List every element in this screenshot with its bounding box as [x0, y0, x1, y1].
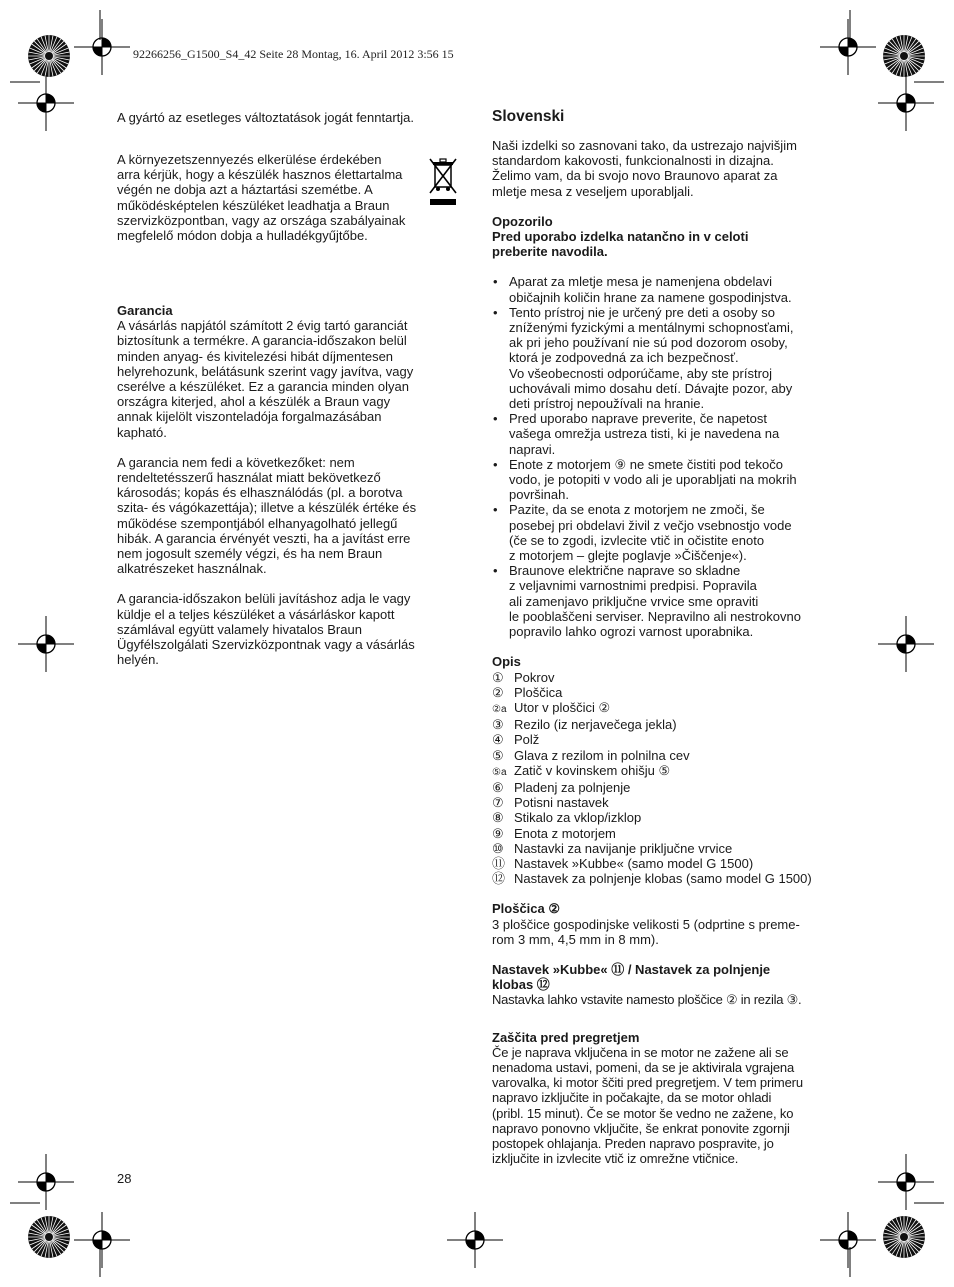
- part-item: ②a Utor v ploščici ②: [492, 699, 611, 715]
- page-number: 28: [117, 1171, 132, 1186]
- list-item: • Pred uporabo naprave preverite, če napetost vašega omrežja ustreza tisti, ki je navedena na napravi.: [492, 411, 844, 457]
- warranty-section: [117, 303, 457, 667]
- part-item: ⑥ Pladenj za polnjenje: [492, 779, 631, 795]
- intro-paragraph: Naši izdelki so zasnovani tako, da ustrezajo najvišjim standardom kakovosti, funkcionalnosti in dizajna. Želimo vam, da bi svojo novo Braunovo aparat za mletje mesa z veseljem uporabljali.: [492, 138, 797, 199]
- kubbe-text: Nastavka lahko vstavite namesto ploščice ② in rezila ③.: [492, 992, 802, 1008]
- part-item: ⑨ Enota z motorjem: [492, 825, 616, 841]
- list-item: • Enote z motorjem ⑨ ne smete čistiti pod tekočo vodo, je potopiti v vodo ali je uporabljati na mokrih površinah.: [492, 457, 844, 503]
- overheat-text: Če je naprava vključena in se motor ne zažene ali se nenadoma ustavi, pomeni, da se je aktivirala vgrajena varovalka, ki motor ščiti pred pregretjem. V tem primeru napravo izključite in počakajte, da se motor ohladi (pribl. 15 minut). Če se motor še vedno ne zažene, ko napravo ponovno vključite, še enkrat ponovite zgornji postopek ohlajanja. Preden napravo pospravite, jo izključite in izvlecite vtič iz omrežne vtičnice.: [492, 1044, 803, 1167]
- warranty-title: Garancia: [117, 303, 173, 318]
- list-item: • Aparat za mletje mesa je namenjena obdelavi običajnih količin hrane za namene gospodinjstva.: [492, 274, 844, 304]
- part-item: ⑧ Stikalo za vklop/izklop: [492, 810, 642, 826]
- list-item: • Pazite, da se enota z motorjem ne zmoči, še posebej pri obdelavi živil z večjo vsebnostjo vode (če se to zgodi, izvlecite vtič in očistite enoto z motorjem – glejte poglavje »Čiščenje«).: [492, 502, 844, 563]
- crossed-bin-icon: [428, 155, 458, 207]
- section-title: Slovenski: [492, 108, 565, 125]
- kubbe-title: Nastavek »Kubbe« ⑪ / Nastavek za polnjenje klobas ⑫: [492, 961, 771, 993]
- part-item: ⑪ Nastavek »Kubbe« (samo model G 1500): [492, 855, 754, 871]
- list-item: • Braunove električne naprave so skladne z veljavnimi varnostnimi predpisi. Popravila ali zamenjavo priključne vrvice sme opraviti le pooblaščeni serviser. Nepravilno ali nestrokovno popravilo lahko ogrozi varnost uporabnika.: [492, 563, 844, 639]
- warranty-paragraph-2: A garancia nem fedi a következőket: nem rendeltetésszerű használat miatt bekövetkező károsodás; kopás és elhasználódás (pl. a borotva szita- és vágókazettája); illetve a készülék értéke és működése szempontjából elhanyagolható jellegű hibák. A garancia érvényét veszti, ha a javítást erre nem jogosult személy végzi, és ha nem Braun alkatrészeket használnak.: [117, 454, 417, 577]
- part-item: ④ Polž: [492, 732, 540, 748]
- parts-list: [492, 670, 844, 887]
- part-item: ③ Rezilo (iz nerjavečega jekla): [492, 717, 677, 733]
- plate-text: 3 ploščice gospodinjske velikosti 5 (odprtine s preme- rom 3 mm, 4,5 mm in 8 mm).: [492, 916, 800, 947]
- plate-title: Ploščica ②: [492, 901, 561, 917]
- list-item: • Tento prístroj nie je určený pre deti a osoby so zníženými fyzickými a mentálnymi schopnosťami, ak pri jeho používaní nie sú pod dozorom osoby, ktorá je zodpovedná za ich bezpečnosť. Vo všeobecnosti odporúčame, aby ste prístroj uchovávali mimo dosahu detí. Dávajte pozor, aby deti prístroj nepoužívali na hranie.: [492, 305, 844, 411]
- part-item: ① Pokrov: [492, 669, 555, 685]
- warranty-paragraph-3: A garancia-időszakon belüli javításhoz adja le vagy küldje el a teljes készüléket a vásárláskor kapott számlával együtt valamely hivatalos Braun Ügyfélszolgálati Szervizközpontnak vagy a vásárlás helyén.: [117, 591, 415, 668]
- part-item: ⑩ Nastavki za navijanje priključne vrvice: [492, 840, 733, 856]
- reserve-text: A gyártó az esetleges változtatások jogát fenntartja.: [117, 110, 415, 125]
- part-item: ⑫ Nastavek za polnjenje klobas (samo model G 1500): [492, 871, 812, 887]
- part-item: ② Ploščica: [492, 684, 563, 700]
- warning-lead: Pred uporabo izdelka natančno in v celoti preberite navodila.: [492, 229, 749, 260]
- environment-note: [117, 152, 437, 243]
- part-item: ⑤ Glava z rezilom in polnilna cev: [492, 747, 690, 763]
- warranty-paragraph-1: A vásárlás napjától számított 2 évig tartó garanciát biztosítunk a termékre. A garancia-időszakon belül minden anyag- és kivitelezési hibát díjmentesen helyrehozunk, belátásunk szerint vagy javítva, vagy cserélve a készüléket. Ez a garancia minden olyan országra kiterjed, ahol a készülék a Braun vagy annak kijelölt viszonteladója forgalmazásában kapható.: [117, 318, 414, 440]
- part-item: ⑦ Potisni nastavek: [492, 795, 609, 811]
- environment-text: A környezetszennyezés elkerülése érdekében arra kérjük, hogy a készülék hasznos élettartalma végén ne dobja azt a háztartási szemétbe. A működésképtelen készüléket leadhatja a Braun szervizközpontban, vagy az országa szabályainak megfelelő módon dobja a hulladékgyűjtőbe.: [117, 152, 406, 244]
- part-item: ⑤a Zatič v kovinskem ohišju ⑤: [492, 762, 671, 778]
- warning-title: Opozorilo: [492, 213, 553, 229]
- description-title: Opis: [492, 654, 521, 670]
- slovenian-section: [492, 108, 844, 1166]
- overheat-title: Zaščita pred pregretjem: [492, 1029, 640, 1045]
- print-slug: 92266256_G1500_S4_42 Seite 28 Montag, 16. April 2012 3:56 15: [133, 47, 454, 61]
- reserve-note: [117, 110, 457, 125]
- warning-list: [492, 274, 844, 639]
